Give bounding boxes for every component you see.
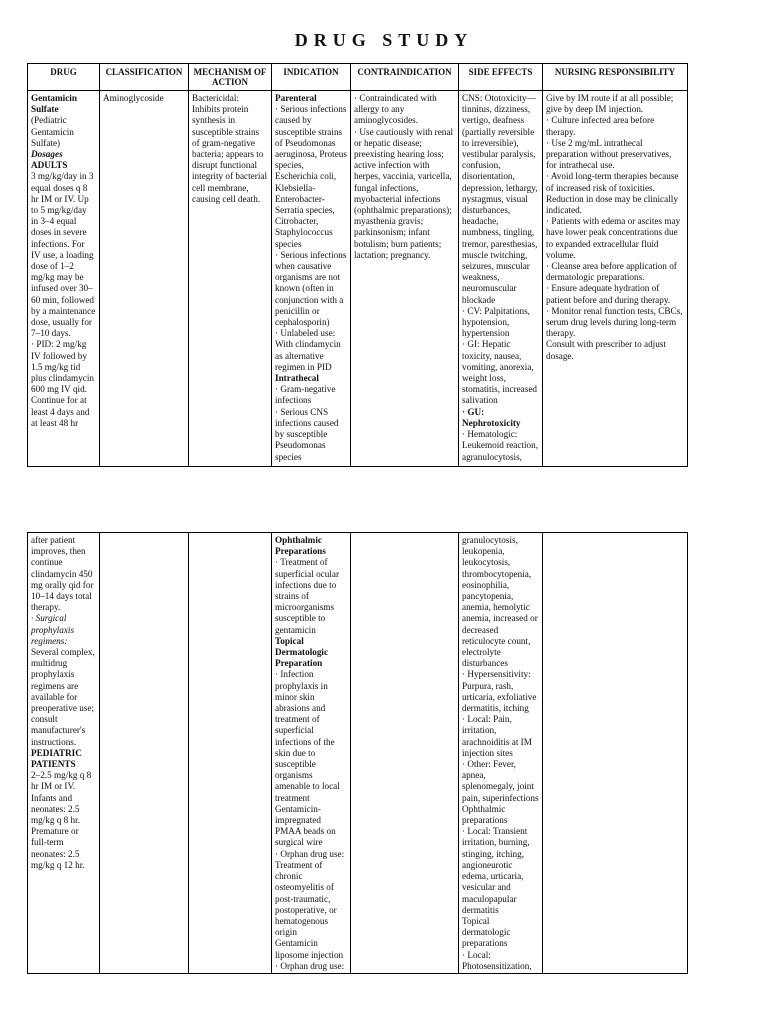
cell-line: granulocytosis, leukopenia, leukocytosis, thrombocytopenia, eosinophilia, pancytopenia, anemia, hemolytic anemia, increased or decreased reticulocyte count, electrolyte disturbances	[462, 535, 538, 669]
cell-line: Ophthalmic preparations	[462, 803, 508, 826]
cell-line: · Infection prophylaxis in minor skin abrasions and treatment of superficial infections of the skin due to susceptible organisms amenable to local treatment	[275, 669, 340, 803]
cell-line: Premature or full-term neonates: 2.5 mg/kg q 12 hr.	[31, 826, 85, 870]
cell-line: · Culture infected area before therapy.	[546, 115, 655, 137]
nursing-responsibility-cell	[546, 93, 684, 464]
cell-line: · PID: 2 mg/kg IV followed by 1.5 mg/kg tid plus clindamycin 600 mg IV qid. Continue for at least 4 days and at least 48 hr	[31, 339, 95, 428]
header-nursing-responsibility: NURSING RESPONSIBILITY	[543, 64, 688, 91]
mechanism-cell	[192, 535, 268, 971]
cell-line: · Local: Photosensitization,	[462, 949, 532, 971]
cell-line: · Avoid long-term therapies because of increased risk of toxicities. Reduction in dose may be clinically indicated.	[546, 171, 679, 216]
side-effects-cell	[462, 93, 539, 464]
cell-line: · Use 2 mg/mL intrathecal preparation without preservatives, for intrathecal use.	[546, 137, 672, 171]
cell-line: Bactericidal: Inhibits protein synthesis in susceptible strains of gram-negative bacteria; appears to disrupt functional integrity of bacterial cell membrane, causing cell death.	[192, 93, 267, 204]
header-drug: DRUG	[28, 64, 100, 91]
cell-line: Gentamicin-impregnated PMAA beads on surgical wire	[275, 803, 336, 848]
header-indication: INDICATION	[272, 64, 351, 91]
cell-line: Gentamicin liposome injection	[275, 938, 344, 960]
cell-line: · Serious CNS infections caused by susceptible Pseudomonas species	[275, 406, 339, 462]
cell-line: CNS: Ototoxicity— tinnitus, dizziness, vertigo, deafness (partially reversible to irreversible), vestibular paralysis, confusion, disorientation, depression, lethargy, nystagmus, visual disturbances, headache, numbness, tingling, tremor, paresthesias, muscle twitching, seizures, muscular weakness, neuromuscular blockade	[462, 93, 538, 305]
cell-line: · GU:	[462, 406, 485, 417]
cell-line: · Local: Pain, irritation, arachnoiditis at IM injection sites	[462, 714, 532, 758]
cell-line: after patient improves, then continue clindamycin 450 mg orally qid for 10–14 days total therapy.	[31, 535, 94, 613]
drug-study-table-page-2	[27, 532, 688, 974]
cell-line: ADULTS	[31, 160, 68, 171]
indication-cell	[275, 93, 347, 464]
page-title: DRUG STUDY	[294, 30, 474, 50]
classification-cell	[103, 93, 185, 464]
cell-line: Give by IM route if at all possible; give by deep IM injection.	[546, 93, 674, 115]
cell-line: · Serious infections when causative organisms are not known (often in conjunction with a penicillin or cephalosporin)	[275, 249, 347, 328]
cell-line: · Monitor renal function tests, CBCs, serum drug levels during long-term therapy.	[546, 305, 683, 339]
contraindication-cell	[354, 93, 455, 464]
cell-line: · Gram-negative infections	[275, 384, 336, 406]
table-row	[28, 533, 688, 974]
nursing-responsibility-cell	[546, 535, 684, 971]
cell-line: · Orphan drug use:	[275, 960, 345, 971]
cell-line: Infants and neonates: 2.5 mg/kg q 8 hr.	[31, 792, 81, 826]
cell-line: Aminoglycoside	[103, 93, 164, 103]
cell-line: · GI: Hepatic toxicity, nausea, vomiting, anorexia, weight loss, stomatitis, increased salivation	[462, 339, 538, 406]
contraindication-cell	[354, 535, 455, 971]
classification-cell	[103, 535, 185, 971]
cell-line: Topical Dermatologic Preparation	[275, 635, 329, 669]
cell-line: · CV: Palpitations, hypotension, hypertension	[462, 305, 530, 339]
cell-line: · Use cautiously with renal or hepatic disease; preexisting hearing loss; active infection with herpes, vaccinia, varicella, fungal infections, myobacterial infections (ophthalmic preparations); myasthenia gravis; parkinsonism; infant botulism; burn patients; lactation; pregnancy.	[354, 126, 453, 260]
indication-cell	[275, 535, 347, 971]
cell-line: Intrathecal	[275, 373, 319, 384]
cell-line: Parenteral	[275, 93, 317, 103]
header-side-effects: SIDE EFFECTS	[459, 64, 543, 91]
cell-line: PEDIATRIC PATIENTS	[31, 747, 82, 770]
cell-line: (Pediatric Gentamicin Sulfate)	[31, 115, 74, 148]
cell-line: Dosages	[31, 149, 63, 160]
header-row	[28, 64, 688, 91]
drug-cell	[31, 93, 96, 464]
cell-line: Gentamicin Sulfate	[31, 93, 77, 115]
drug-cell	[31, 535, 96, 971]
header-contraindication: CONTRAINDICATION	[351, 64, 459, 91]
cell-line: · Hematologic: Leukemoid reaction, agranulocytosis,	[462, 429, 539, 462]
cell-line: · Serious infections caused by susceptible strains of Pseudomonas aeruginosa, Proteus species, Escherichia coli, Klebsiella-Enterobacter-Serratia species, Citrobacter, Staphylococcus species	[275, 104, 347, 249]
cell-line: Several complex, multidrug prophylaxis regimens are available for preoperative use; consult manufacturer's instructions.	[31, 647, 95, 747]
header-mechanism: MECHANISM OF ACTION	[189, 64, 272, 91]
cell-line: · Unlabeled use: With clindamycin as alternative regimen in PID	[275, 328, 341, 372]
cell-line: · Orphan drug use: Treatment of chronic osteomyelitis of post-traumatic, postoperative, or hematogenous origin	[275, 848, 345, 938]
cell-line: Ophthalmic Preparations	[275, 535, 326, 557]
cell-line: Nephrotoxicity	[462, 417, 521, 428]
cell-line: · Surgical prophylaxis regimens:	[31, 613, 75, 646]
drug-study-table-page-1	[27, 63, 688, 467]
header-classification: CLASSIFICATION	[100, 64, 189, 91]
side-effects-cell	[462, 535, 539, 971]
cell-line: · Treatment of superficial ocular infections due to strains of microorganisms susceptible to gentamicin	[275, 557, 340, 635]
table-row	[28, 91, 688, 467]
cell-line: · Patients with edema or ascites may have lower peak concentrations due to expanded extracellular fluid volume.	[546, 216, 681, 260]
cell-line: · Ensure adequate hydration of patient before and during therapy.	[546, 283, 671, 305]
cell-line: Topical dermatologic preparations	[462, 915, 511, 949]
mechanism-cell	[192, 93, 268, 464]
cell-line: 3 mg/kg/day in 3 equal doses q 8 hr IM or IV. Up to 5 mg/kg/day in 3–4 equal doses in severe infections. For IV use, a loading dose of 1–2 mg/kg may be infused over 30–60 min, followed by a maintenance dose, usually for 7–10 days.	[31, 171, 96, 339]
cell-line: 2–2.5 mg/kg q 8 hr IM or IV.	[31, 770, 92, 792]
cell-line: · Local: Transient irritation, burning, stinging, itching, angioneurotic edema, urticaria, vesicular and maculopapular dermatitis	[462, 826, 530, 915]
cell-line: · Contraindicated with allergy to any aminoglycosides.	[354, 93, 437, 126]
cell-line: · Other: Fever, apnea, splenomegaly, joint pain, superinfections	[462, 759, 539, 803]
cell-line: Consult with prescriber to adjust dosage.	[546, 339, 666, 361]
cell-line: · Cleanse area before application of dermatologic preparations.	[546, 261, 677, 283]
cell-line: · Hypersensitivity: Purpura, rash, urticaria, exfoliative dermatitis, itching	[462, 669, 537, 714]
